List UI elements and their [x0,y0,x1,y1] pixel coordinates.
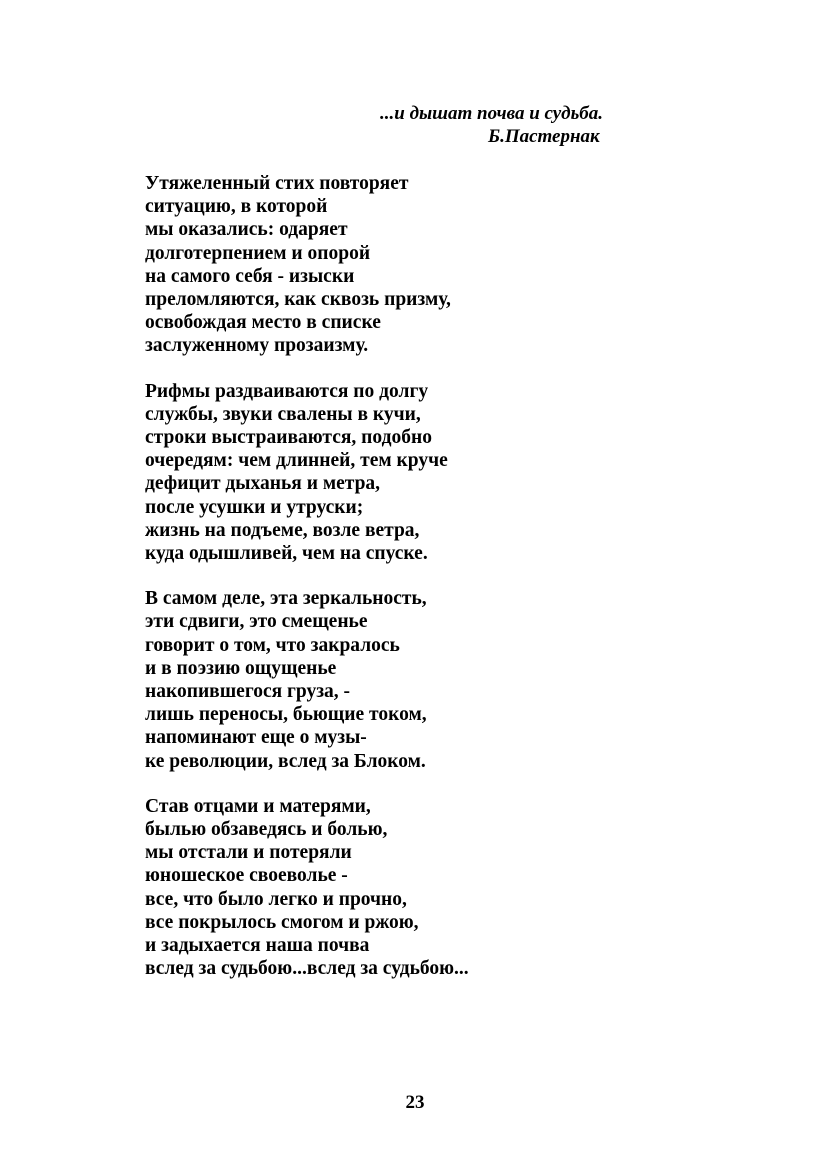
poem-line: Утяжеленный стих повторяет [145,173,409,194]
poem-line: ке революции, вслед за Блоком. [145,750,426,772]
poem-body [145,172,705,1003]
poem-line: В самом деле, эта зеркальность, [145,588,427,610]
poem-line: мы оказались: одаряет [145,219,348,241]
stanza-1 [145,172,705,358]
poem-line: строки выстраиваются, подобно [145,427,432,449]
poem-line: все, что было легко и прочно, [145,888,407,910]
poem-line: Рифмы раздваиваются по долгу [145,380,429,402]
poem-line: Став отцами и матерями, [145,795,371,817]
poem-line: ситуацию, в которой [145,196,328,218]
poem-line: лишь переносы, бьющие током, [145,704,427,726]
poem-line: жизнь на подъеме, возле ветра, [145,519,420,541]
epigraph [380,102,740,148]
poem-line: вслед за судьбою...вслед за судьбою... [145,958,469,980]
poem-line: куда одышливей, чем на спуске. [145,543,428,565]
poem-line: дефицит дыханья и метра, [145,473,381,495]
poem-line: и в поэзию ощущенье [145,657,337,679]
poem-line: все покрылось смогом и ржою, [145,911,419,933]
poem-line: напоминают еще о музы- [145,727,367,749]
stanza-3 [145,587,705,773]
poem-line: преломляются, как сквозь призму, [145,289,451,311]
poem-line: и задыхается наша почва [145,935,370,957]
page-number: 23 [405,1092,425,1113]
poem-line: накопившегося груза, - [145,681,351,703]
poem-line: на самого себя - изыски [145,265,355,287]
stanza-4 [145,795,705,981]
stanza-2 [145,380,705,566]
poem-line: эти сдвиги, это смещенье [145,611,368,633]
poem-line: мы отстали и потеряли [145,842,352,864]
poem-line: службы, звуки свалены в кучи, [145,403,421,425]
poem-line: освобождая место в списке [145,312,381,334]
epigraph-author: Б.Пастернак [488,126,600,147]
poem-line: очередям: чем длинней, тем круче [145,450,448,472]
poem-line: говорит о том, что закралось [145,634,400,656]
poem-line: долготерпением и опорой [145,242,371,264]
poem-line: былью обзаведясь и болью, [145,819,388,841]
poem-line: юношеское своеволье - [145,865,348,887]
poem-line: после усушки и утруски; [145,496,364,518]
epigraph-quote: ...и дышат почва и судьба. [380,103,604,124]
poem-line: заслуженному прозаизму. [145,335,369,357]
